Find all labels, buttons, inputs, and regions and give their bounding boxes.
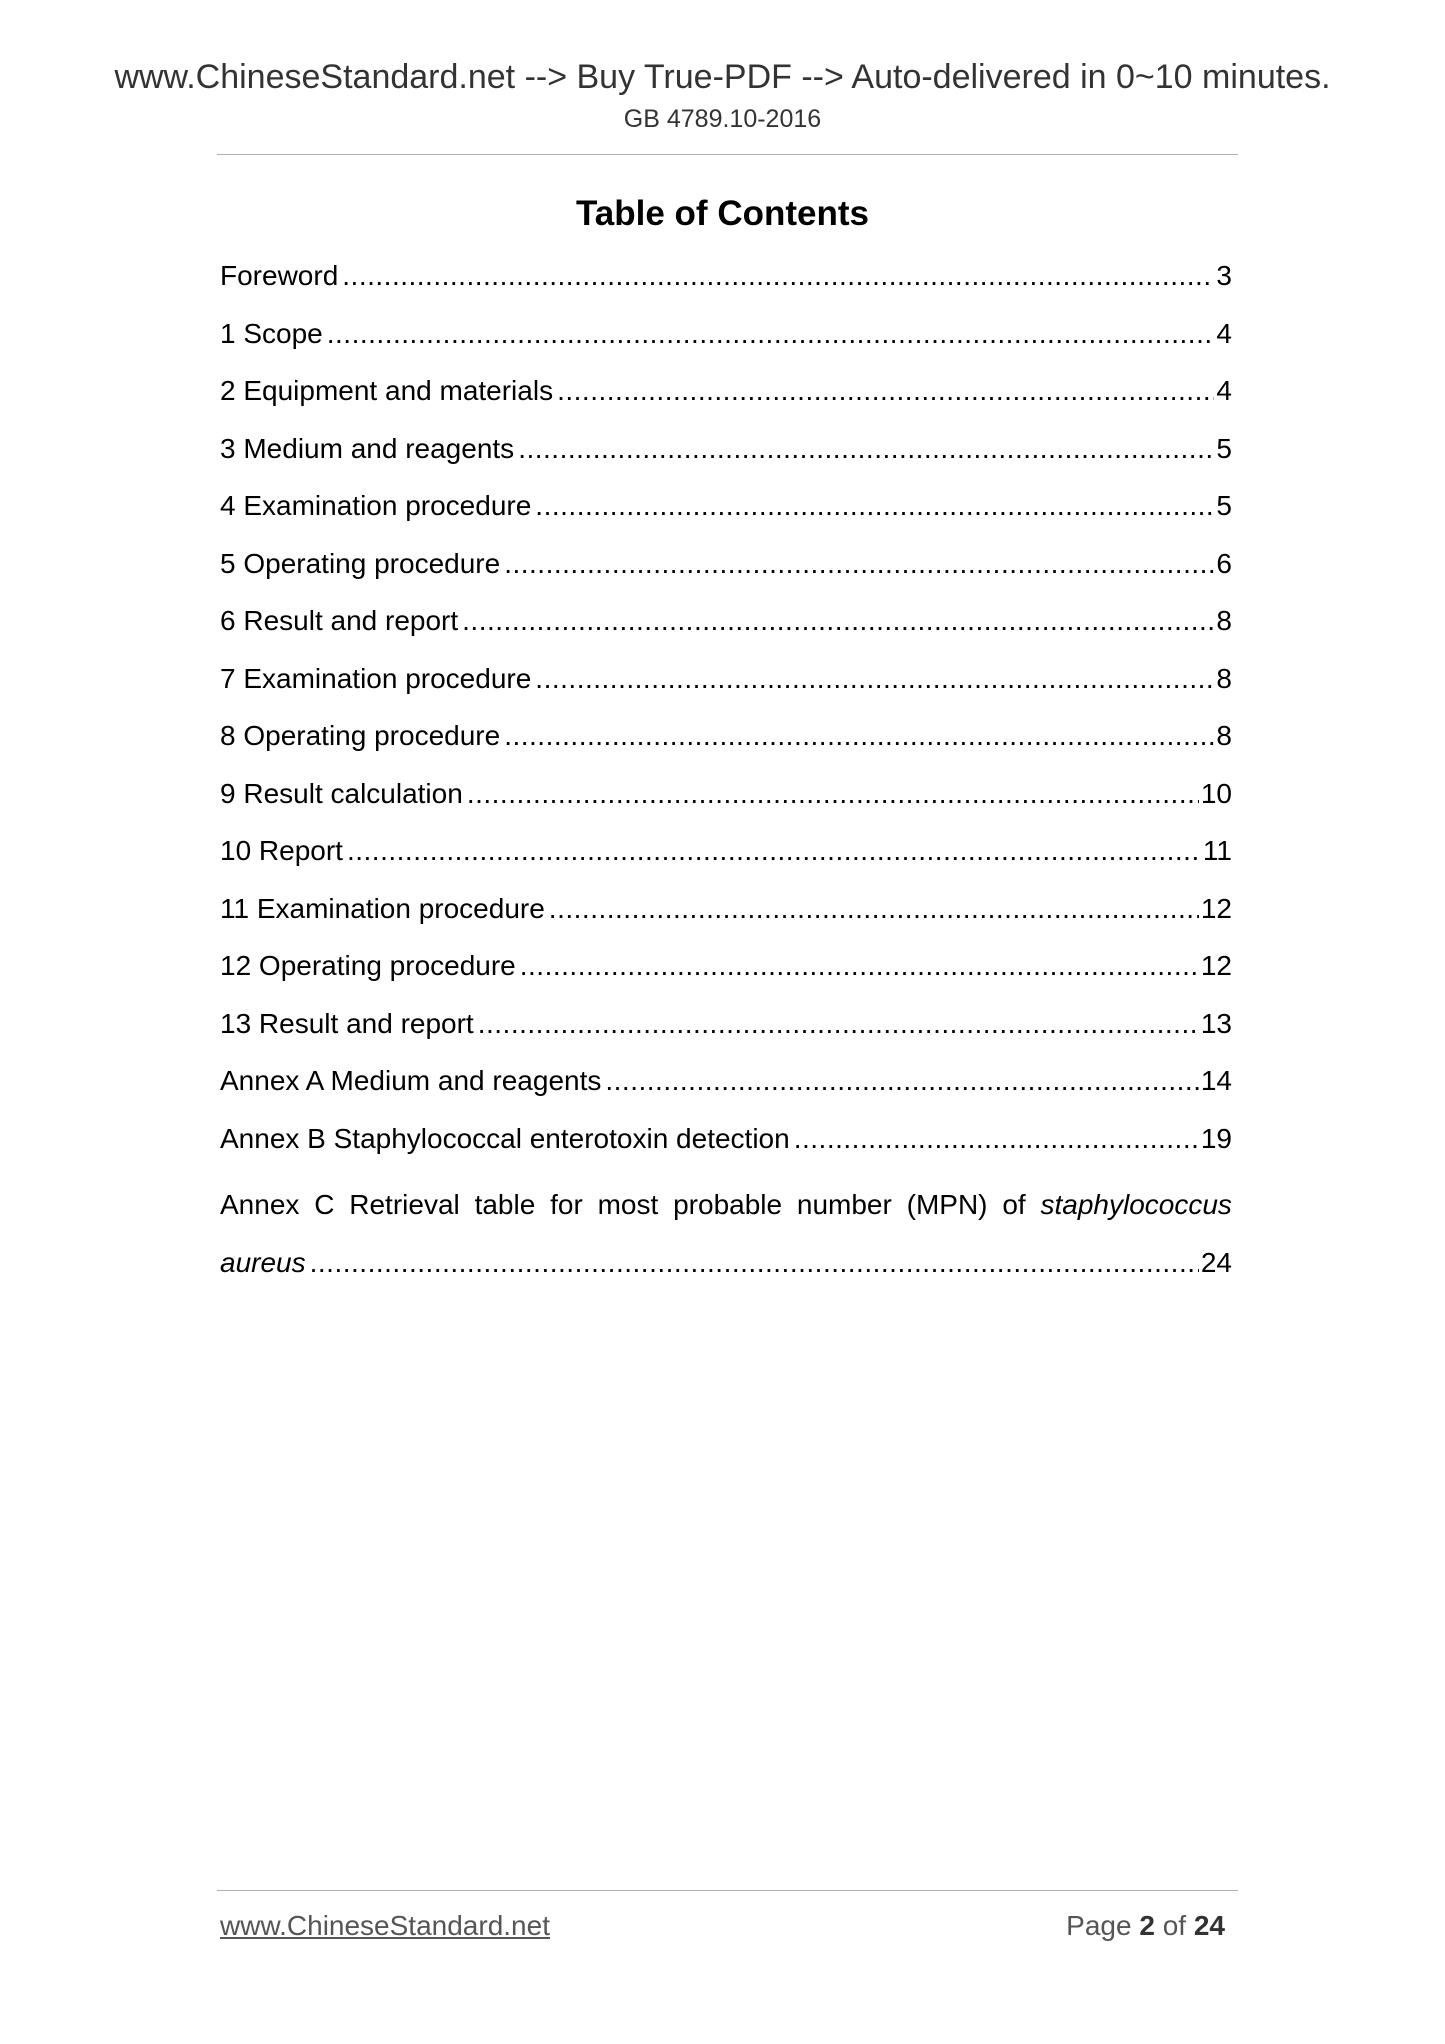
toc-entry[interactable]	[220, 601, 1232, 659]
toc-leader-dots	[462, 601, 1214, 641]
toc-entry[interactable]	[220, 659, 1232, 717]
toc-word: number	[796, 1189, 892, 1220]
toc-entry[interactable]	[220, 716, 1232, 774]
footer-divider	[217, 1890, 1238, 1891]
toc-entry[interactable]	[220, 486, 1232, 544]
toc-entry[interactable]	[220, 1119, 1232, 1177]
toc-leader-dots	[794, 1119, 1199, 1159]
toc-leader-dots	[327, 314, 1215, 354]
toc-entry-label-line1	[220, 1176, 1232, 1234]
toc-entry-page: 5	[1216, 432, 1232, 464]
toc-leader-dots	[310, 1234, 1199, 1292]
toc-entry-page: 8	[1216, 605, 1232, 636]
toc-leader-dots	[478, 1004, 1199, 1044]
toc-word: of	[1002, 1189, 1026, 1220]
toc-entry-page: 8	[1216, 720, 1232, 751]
toc-word: (MPN)	[906, 1189, 988, 1220]
toc-entry-label: Annex B Staphylococcal enterotoxin detection	[220, 1122, 790, 1154]
toc-entry[interactable]	[220, 371, 1232, 429]
page-of: of	[1162, 1910, 1187, 1941]
toc-entry-page: 14	[1200, 1065, 1232, 1096]
toc-leader-dots	[504, 716, 1214, 756]
toc-entry-label: 13 Result and report	[220, 1007, 474, 1039]
toc-word: C	[314, 1189, 335, 1220]
toc-entry[interactable]	[220, 429, 1232, 487]
toc-word: probable	[673, 1189, 783, 1220]
standard-number: GB 4789.10-2016	[623, 105, 822, 133]
header-banner: www.ChineseStandard.net --> Buy True-PDF --> Auto-delivered in 0~10 minutes.	[114, 58, 1331, 96]
toc-entry-label: aureus	[220, 1246, 306, 1278]
toc-entry-label: 3 Medium and reagents	[220, 432, 515, 464]
toc-leader-dots	[520, 946, 1199, 986]
table-of-contents	[220, 256, 1232, 1291]
toc-entry-label: 7 Examination procedure	[220, 662, 532, 694]
toc-title: Table of Contents	[576, 194, 869, 233]
toc-leader-dots	[518, 429, 1214, 469]
toc-entry-label: 1 Scope	[220, 317, 323, 349]
toc-entry[interactable]	[220, 889, 1232, 947]
page-prefix: Page	[1066, 1910, 1132, 1941]
toc-entry-label-line2	[220, 1234, 1232, 1292]
toc-leader-dots	[504, 544, 1214, 584]
toc-entry-label: 5 Operating procedure	[220, 547, 501, 579]
toc-leader-dots	[342, 256, 1214, 296]
toc-word: for	[550, 1189, 583, 1220]
toc-entry[interactable]	[220, 946, 1232, 1004]
toc-leader-dots	[557, 371, 1214, 411]
toc-entry-annex-c[interactable]	[220, 1176, 1232, 1291]
page-current: 2	[1139, 1910, 1155, 1941]
toc-word-italic: staphylococcus	[1040, 1189, 1232, 1220]
toc-entry-label: 9 Result calculation	[220, 777, 463, 809]
toc-entry-label: 12 Operating procedure	[220, 950, 516, 981]
toc-entry[interactable]	[220, 256, 1232, 314]
footer-website-link[interactable]: www.ChineseStandard.net	[220, 1910, 550, 1941]
toc-leader-dots	[535, 659, 1214, 699]
toc-entry-label: Annex A Medium and reagents	[220, 1065, 602, 1096]
page-total: 24	[1193, 1910, 1225, 1941]
toc-entry-page: 8	[1216, 662, 1232, 694]
toc-entry-page: 13	[1200, 1007, 1232, 1039]
page-indicator	[1066, 1908, 1225, 1944]
toc-entry-page: 10	[1200, 777, 1232, 809]
toc-entry-page: 4	[1216, 317, 1232, 349]
toc-entry-label: 2 Equipment and materials	[220, 375, 554, 406]
toc-entry-page: 24	[1200, 1246, 1232, 1278]
toc-entry-label: 11 Examination procedure	[220, 892, 545, 924]
toc-word: Retrieval	[349, 1189, 460, 1220]
header-divider	[217, 154, 1238, 155]
toc-entry-page: 12	[1200, 892, 1232, 924]
toc-leader-dots	[549, 889, 1199, 929]
toc-entry[interactable]	[220, 774, 1232, 832]
toc-leader-dots	[467, 774, 1199, 814]
toc-leader-dots	[347, 831, 1201, 871]
toc-entry[interactable]	[220, 1004, 1232, 1062]
toc-entry[interactable]	[220, 831, 1232, 889]
toc-entry-page: 4	[1216, 375, 1232, 406]
toc-entry-label: Foreword	[220, 260, 339, 291]
toc-word: table	[474, 1189, 536, 1220]
toc-entry[interactable]	[220, 1061, 1232, 1119]
toc-entry-page: 11	[1202, 835, 1232, 866]
toc-entry-page: 12	[1200, 950, 1232, 981]
toc-entry-label: 8 Operating procedure	[220, 720, 501, 751]
toc-entry-label: 6 Result and report	[220, 605, 459, 636]
toc-word: Annex	[220, 1189, 300, 1220]
toc-leader-dots	[605, 1061, 1198, 1101]
toc-entry[interactable]	[220, 544, 1232, 602]
toc-entry[interactable]	[220, 314, 1232, 372]
toc-entry-page: 3	[1216, 260, 1232, 291]
toc-entry-page: 19	[1200, 1122, 1232, 1154]
toc-entry-page: 5	[1216, 490, 1232, 521]
toc-word: most	[597, 1189, 659, 1220]
toc-leader-dots	[535, 486, 1214, 526]
toc-entry-page: 6	[1216, 547, 1232, 579]
toc-entry-label: 4 Examination procedure	[220, 490, 532, 521]
toc-entry-label: 10 Report	[220, 835, 343, 866]
